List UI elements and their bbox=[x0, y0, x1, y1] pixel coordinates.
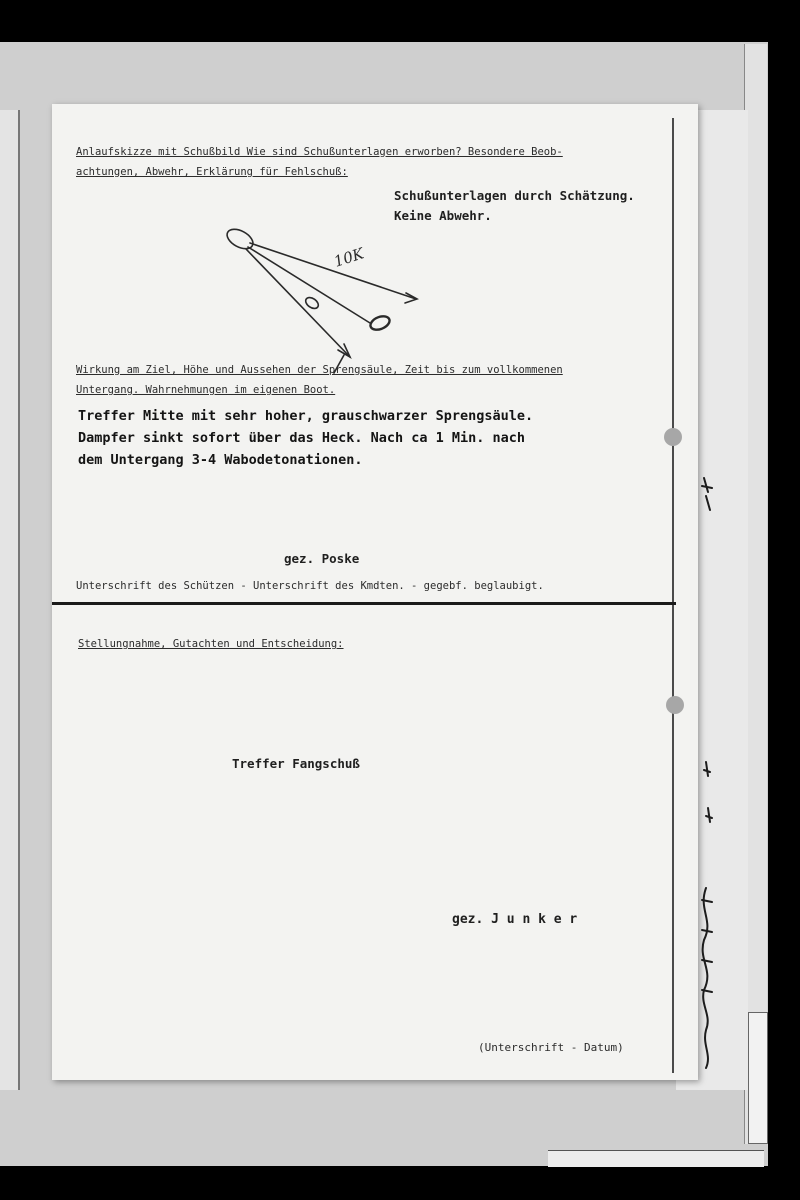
junker-signature: gez. J u n k e r bbox=[452, 912, 578, 927]
punch-hole bbox=[666, 696, 684, 714]
shot-data-answer-line2: Keine Abwehr. bbox=[394, 208, 492, 223]
torpedo-track-1 bbox=[250, 243, 416, 299]
punch-hole bbox=[664, 428, 682, 446]
effect-text-line3: dem Untergang 3-4 Wabodetonationen. bbox=[78, 452, 363, 468]
target-ship-1 bbox=[304, 295, 321, 310]
attack-sketch bbox=[210, 215, 440, 385]
page-tab-bottom bbox=[548, 1150, 764, 1167]
target-ship-2 bbox=[368, 314, 391, 333]
form-margin-line bbox=[672, 118, 674, 1073]
effect-field-label-line2: Untergang. Wahrnehmungen im eigenen Boot. bbox=[76, 384, 336, 396]
shooter-signature: gez. Poske bbox=[284, 551, 360, 566]
page-tab-right bbox=[748, 1012, 768, 1144]
sketch-field-label-line2: achtungen, Abwehr, Erklärung für Fehlschuß: bbox=[76, 166, 348, 178]
decision-field-label: Stellungnahme, Gutachten und Entscheidung: bbox=[78, 638, 344, 650]
sketch-annotation: 10K bbox=[331, 244, 367, 271]
signature-field-label: Unterschrift des Schützen - Unterschrift des Kmdten. - gegebf. beglaubigt. bbox=[76, 580, 544, 592]
sketch-field-label-line1: Anlaufskizze mit Schußbild Wie sind Schußunterlagen erworben? Besondere Beob- bbox=[76, 146, 563, 158]
section-divider bbox=[52, 602, 676, 605]
shot-data-answer-line1: Schußunterlagen durch Schätzung. bbox=[394, 188, 635, 203]
signature-date-label: (Unterschrift - Datum) bbox=[478, 1041, 624, 1054]
decision-text: Treffer Fangschuß bbox=[232, 756, 360, 771]
effect-text-line2: Dampfer sinkt sofort über das Heck. Nach ca 1 Min. nach bbox=[78, 430, 526, 446]
effect-field-label-line1: Wirkung am Ziel, Höhe und Aussehen der Sprengsäule, Zeit bis zum vollkommenen bbox=[76, 364, 563, 376]
margin-handwriting bbox=[690, 470, 730, 1090]
adjacent-page-left bbox=[0, 110, 20, 1090]
effect-text-line1: Treffer Mitte mit sehr hoher, grauschwarzer Sprengsäule. bbox=[78, 408, 534, 424]
